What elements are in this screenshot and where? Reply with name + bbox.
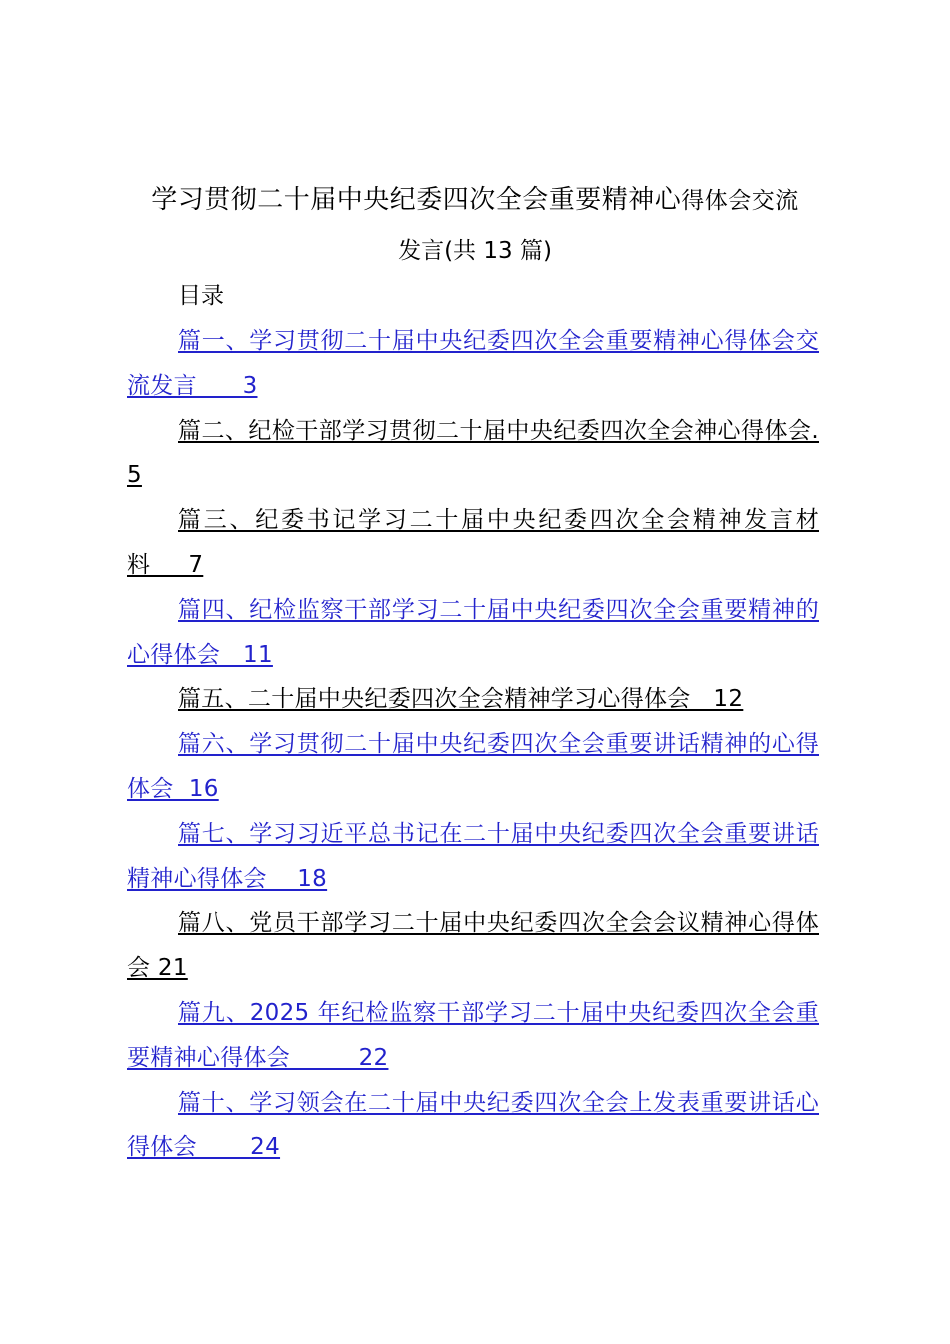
toc-heading: 目录 <box>178 283 224 309</box>
toc-entry-10[interactable]: 篇十、学习领会在二十届中央纪委四次全会上发表重要讲话心得体会 24 <box>127 1089 819 1161</box>
document-title <box>0 178 950 223</box>
table-of-contents <box>127 319 819 1170</box>
toc-entry-8[interactable]: 篇八、党员干部学习二十届中央纪委四次全会会议精神心得体会 21 <box>127 910 819 982</box>
toc-entry-1[interactable]: 篇一、学习贯彻二十届中央纪委四次全会重要精神心得体会交流发言 3 <box>127 328 819 399</box>
toc-entry-2[interactable]: 篇二、纪检干部学习贯彻二十届中央纪委四次全会神心得体会.5 <box>127 417 819 489</box>
toc-entry-5[interactable]: 篇五、二十届中央纪委四次全会精神学习心得体会 12 <box>178 686 744 713</box>
toc-entry-9[interactable]: 篇九、2025 年纪检监察干部学习二十届中央纪委四次全会重要精神心得体会 22 <box>127 999 819 1071</box>
toc-entry-3[interactable]: 篇三、纪委书记学习二十届中央纪委四次全会精神发言材料 7 <box>127 507 819 578</box>
document-subtitle: 发言(共 13 篇) <box>398 238 552 264</box>
document-title-tail: 得体会交流 <box>681 188 799 214</box>
toc-entry-7[interactable]: 篇七、学习习近平总书记在二十届中央纪委四次全会重要讲话精神心得体会 18 <box>127 820 819 892</box>
toc-entry-4[interactable]: 篇四、纪检监察干部学习二十届中央纪委四次全会重要精神的心得体会 11 <box>127 596 819 668</box>
toc-entry-6[interactable]: 篇六、学习贯彻二十届中央纪委四次全会重要讲话精神的心得体会 16 <box>127 731 819 802</box>
document-title-main: 学习贯彻二十届中央纪委四次全会重要精神心 <box>151 185 682 215</box>
